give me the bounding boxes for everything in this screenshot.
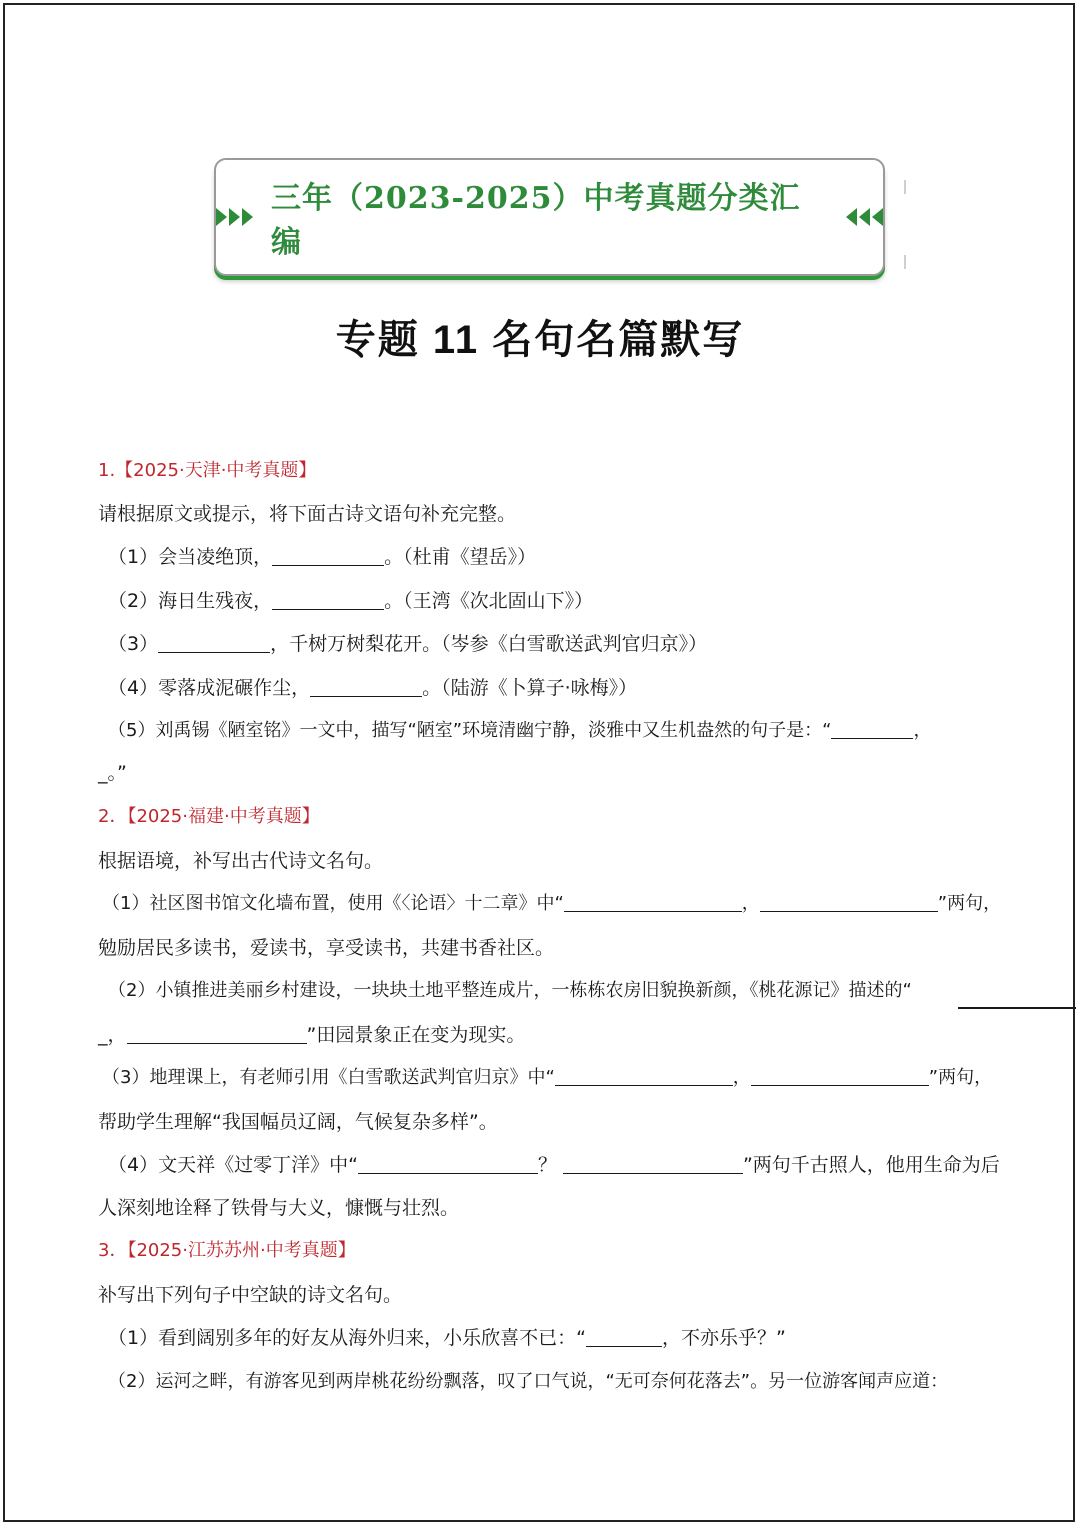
triple-arrow-left-icon: [846, 208, 883, 226]
question-3-heading: 3．【2025·江苏苏州·中考真题】: [98, 1240, 356, 1261]
answer-blank[interactable]: [310, 678, 422, 697]
question-3-item-1: （1）看到阔别多年的好友从海外归来，小乐欣喜不已：“ ，不亦乐乎？”: [108, 1327, 786, 1349]
question-1-item-5: （5）刘禹锡《陋室铭》一文中，描写“陋室”环境清幽宁静，淡雅中又生机盎然的句子是：“ ，: [108, 720, 932, 741]
answer-blank[interactable]: [563, 1155, 743, 1174]
question-1-heading: 1.【2025·天津·中考真题】: [98, 460, 317, 481]
answer-blank[interactable]: [555, 1067, 733, 1086]
question-1-item-1: （1）会当凌绝顶， 。（杜甫《望岳》）: [108, 546, 537, 568]
question-1-item-3: （3） ，千树万树梨花开。（岑参《白雪歌送武判官归京》）: [108, 633, 708, 655]
question-1-item-5-end: _。”: [98, 762, 127, 784]
answer-blank[interactable]: [760, 893, 938, 912]
answer-blank[interactable]: [272, 547, 384, 566]
banner-text: 三年（2023-2025）中考真题分类汇编: [271, 181, 801, 260]
answer-blank[interactable]: [564, 893, 742, 912]
answer-blank[interactable]: [586, 1328, 662, 1347]
answer-blank[interactable]: [127, 1025, 307, 1044]
question-2-item-3: （3）地理课上，有老师引用《白雪歌送武判官归京》中“ ， ”两句，: [102, 1067, 993, 1088]
question-2-item-2-cont: _， ”田园景象正在变为现实。: [98, 1024, 526, 1046]
question-2-item-3-cont: 帮助学生理解“我国幅员辽阔，气候复杂多样”。: [98, 1111, 498, 1133]
answer-blank[interactable]: [751, 1067, 929, 1086]
answer-blank[interactable]: [158, 634, 270, 653]
question-2-heading: 2．【2025·福建·中考真题】: [98, 806, 320, 827]
question-2-item-4-cont: 人深刻地诠释了铁骨与大义，慷慨与壮烈。: [98, 1197, 460, 1219]
triple-arrow-right-icon: [216, 208, 253, 226]
question-2-item-1-cont: 勉励居民多读书，爱读书，享受读书，共建书香社区。: [98, 937, 555, 959]
banner-tick-mark: [904, 255, 906, 269]
question-3-item-2: （2）运河之畔，有游客见到两岸桃花纷纷飘落，叹了口气说，“无可奈何花落去”。另一位游客闻声应道：: [108, 1371, 949, 1392]
answer-blank[interactable]: [358, 1155, 538, 1174]
answer-blank[interactable]: [831, 720, 913, 739]
page-title: 专题 11 名句名篇默写: [335, 318, 745, 362]
question-2-item-2: （2）小镇推进美丽乡村建设，一块块土地平整连成片，一栋栋农房旧貌换新颜，《桃花源记》描述的“: [108, 980, 912, 1001]
question-1-item-2: （2）海日生残夜， 。（王湾《次北固山下》）: [108, 590, 594, 612]
question-2-item-1: （1）社区图书馆文化墙布置，使用《〈论语〉十二章》中“ ， ”两句，: [102, 893, 1002, 914]
answer-blank[interactable]: [272, 591, 384, 610]
question-1-item-4: （4）零落成泥碾作尘， 。（陆游《卜算子·咏梅》）: [108, 677, 638, 699]
answer-blank-overflow[interactable]: [958, 1007, 1076, 1009]
question-3-intro: 补写出下列句子中空缺的诗文名句。: [98, 1284, 403, 1306]
question-2-intro: 根据语境，补写出古代诗文名句。: [98, 850, 384, 872]
header-banner: [214, 158, 885, 276]
banner-tick-mark: [904, 180, 906, 194]
question-2-item-4: （4）文天祥《过零丁洋》中“ ？ ”两句千古照人，他用生命为后: [108, 1154, 1000, 1176]
question-1-intro: 请根据原文或提示，将下面古诗文语句补充完整。: [98, 503, 517, 525]
